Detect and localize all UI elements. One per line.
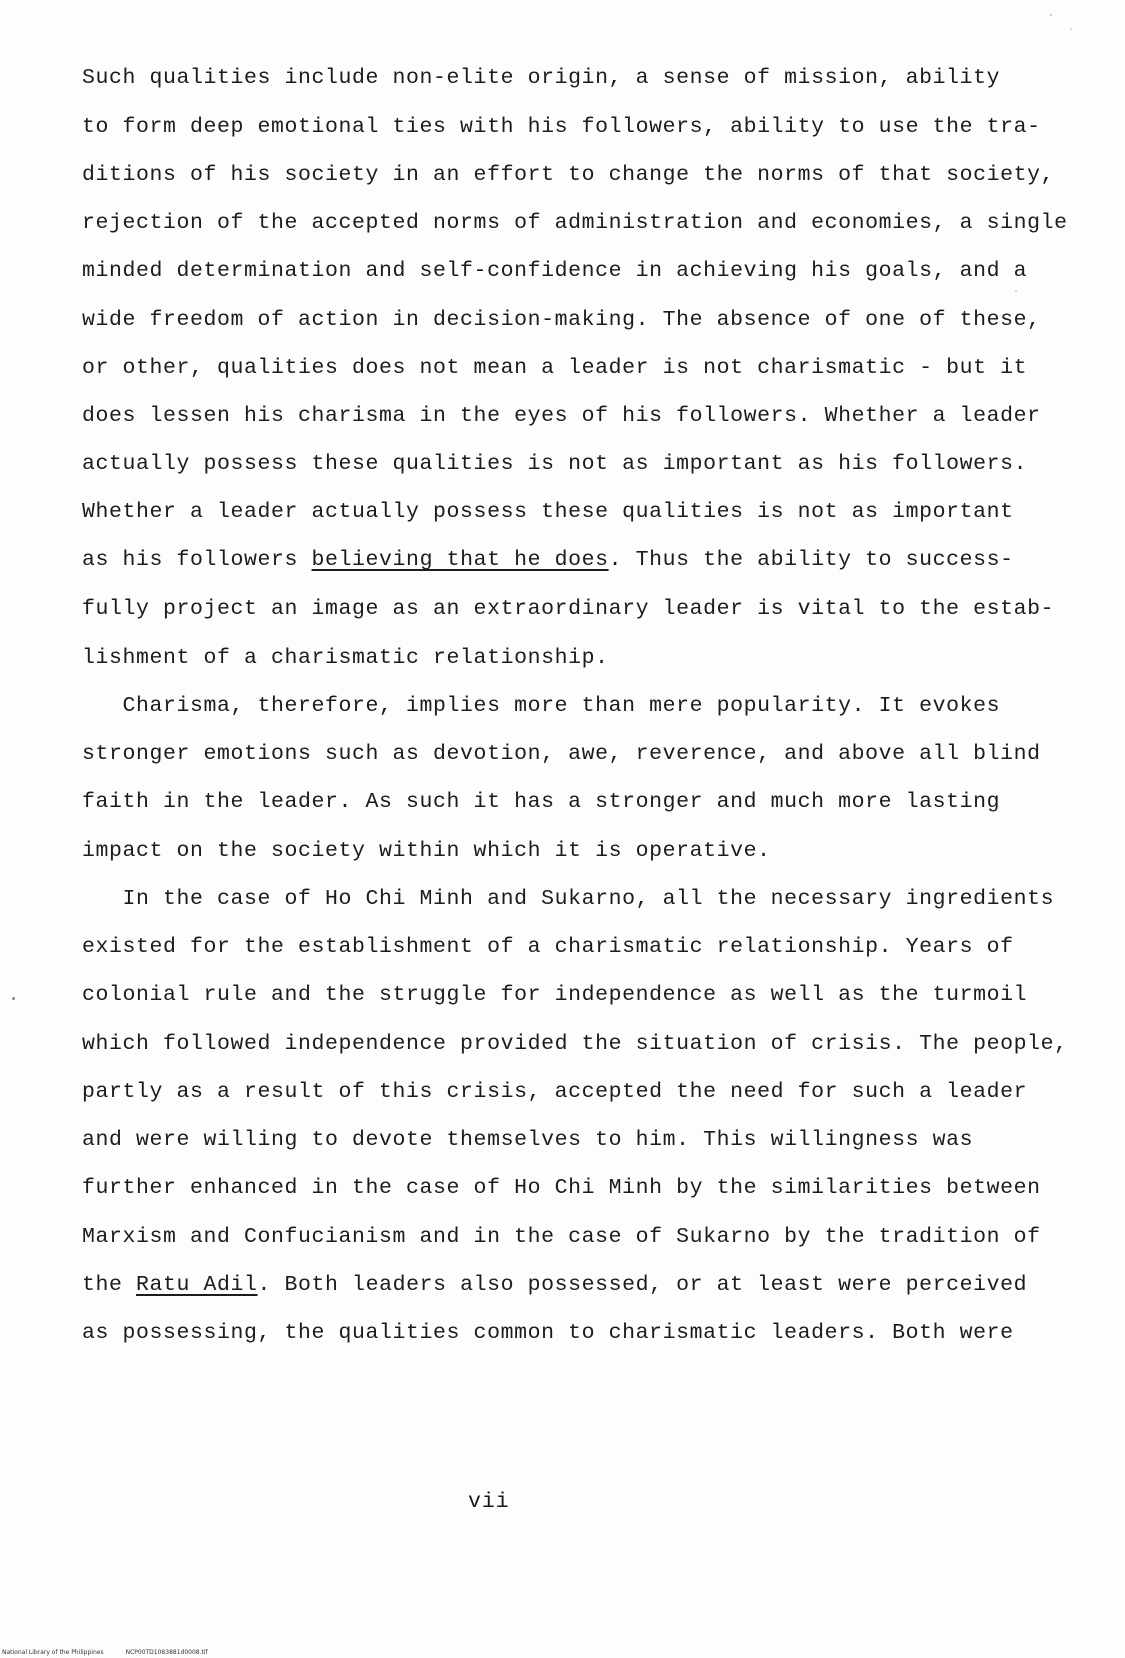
scan-speck xyxy=(1070,28,1072,30)
text-line: actually possess these qualities is not as important as his followers. xyxy=(82,452,1028,476)
text-line: minded determination and self-confidence in achieving his goals, and a xyxy=(82,259,1028,283)
text-line: Marxism and Confucianism and in the case of Sukarno by the tradition of xyxy=(82,1225,1041,1249)
text-line: impact on the society within which it is operative. xyxy=(82,839,771,863)
text-line: rejection of the accepted norms of administration and economies, a single xyxy=(82,211,1068,235)
page-number: vii xyxy=(468,1490,510,1514)
scan-speck xyxy=(1015,290,1017,292)
text-line-underlined xyxy=(82,550,1014,572)
text-line: Charisma, therefore, implies more than mere popularity. It evokes xyxy=(82,694,1001,718)
text-line: and were willing to devote themselves to him. This willingness was xyxy=(82,1128,974,1152)
text-line: ditions of his society in an effort to change the norms of that society, xyxy=(82,163,1055,187)
text-line: further enhanced in the case of Ho Chi Minh by the similarities between xyxy=(82,1176,1041,1200)
text-line: which followed independence provided the situation of crisis. The people, xyxy=(82,1032,1068,1056)
text-line: wide freedom of action in decision-making. The absence of one of these, xyxy=(82,308,1041,332)
text-segment: . Both leaders also possessed, or at least were perceived xyxy=(257,1273,1028,1297)
scan-speck xyxy=(1050,14,1052,16)
text-line: as possessing, the qualities common to charismatic leaders. Both were xyxy=(82,1321,1014,1345)
text-line: faith in the leader. As such it has a stronger and much more lasting xyxy=(82,790,1001,814)
text-line: Such qualities include non-elite origin, a sense of mission, ability xyxy=(82,66,1001,90)
text-line: fully project an image as an extraordinary leader is vital to the estab- xyxy=(82,597,1055,621)
underlined-phrase: Ratu Adil xyxy=(136,1273,258,1297)
footer-file-id: NCP00TD1083881d0008.tif xyxy=(125,1649,208,1656)
text-line: or other, qualities does not mean a leader is not charismatic - but it xyxy=(82,356,1028,380)
text-line: colonial rule and the struggle for independence as well as the turmoil xyxy=(82,983,1028,1007)
text-segment: . Thus the ability to success- xyxy=(608,548,1014,572)
text-line: lishment of a charismatic relationship. xyxy=(82,646,609,670)
footer-library: National Library of the Philippines xyxy=(2,1649,104,1656)
text-line: existed for the establishment of a charismatic relationship. Years of xyxy=(82,935,1014,959)
text-line: stronger emotions such as devotion, awe, reverence, and above all blind xyxy=(82,742,1041,766)
text-line: does lessen his charisma in the eyes of his followers. Whether a leader xyxy=(82,404,1041,428)
scan-speck xyxy=(12,997,15,1000)
text-line-underlined xyxy=(82,1275,1027,1297)
text-line: Whether a leader actually possess these qualities is not as important xyxy=(82,500,1014,524)
text-line: to form deep emotional ties with his followers, ability to use the tra- xyxy=(82,115,1041,139)
scan-footer xyxy=(2,1649,230,1656)
text-segment: as his followers xyxy=(82,548,312,572)
text-segment: the xyxy=(82,1273,137,1297)
underlined-phrase: believing that he does xyxy=(311,548,609,572)
text-line: In the case of Ho Chi Minh and Sukarno, all the necessary ingredients xyxy=(82,887,1055,911)
text-line: partly as a result of this crisis, accepted the need for such a leader xyxy=(82,1080,1028,1104)
